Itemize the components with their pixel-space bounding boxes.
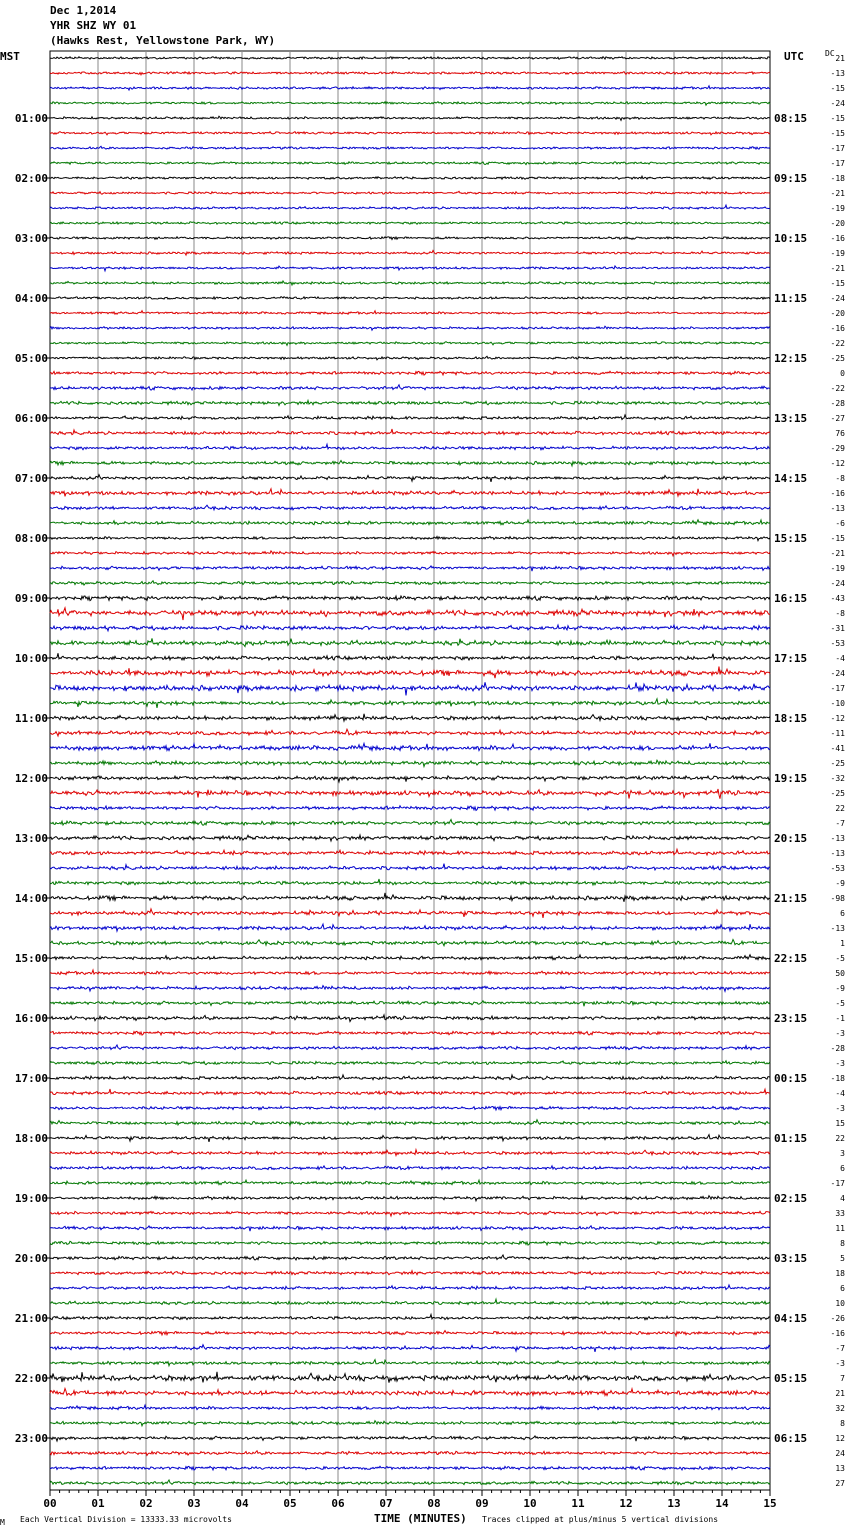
seismic-trace [50, 326, 770, 330]
seismic-trace [50, 461, 770, 466]
seismic-trace [50, 475, 770, 482]
right-hour-label: 08:15 [774, 112, 808, 125]
seismic-trace [50, 835, 770, 841]
dc-offset-label: -19 [830, 249, 845, 258]
seismic-trace [50, 608, 770, 620]
x-tick-label: 11 [571, 1497, 585, 1510]
right-hour-label: 03:15 [774, 1252, 808, 1265]
x-tick-label: 14 [715, 1497, 729, 1510]
seismic-trace [50, 1241, 770, 1245]
dc-offset-label: -13 [830, 924, 845, 933]
dc-offset-label: -7 [835, 1344, 845, 1353]
left-hour-label: 15:00 [14, 952, 48, 965]
dc-offset-label: -10 [830, 699, 845, 708]
x-tick-label: 07 [379, 1497, 393, 1510]
dc-offset-label: 18 [835, 1269, 845, 1278]
seismic-trace [50, 806, 770, 811]
seismic-trace [50, 682, 770, 695]
seismic-trace [50, 776, 770, 782]
right-hour-label: 09:15 [774, 172, 808, 185]
seismic-trace [50, 1226, 770, 1231]
x-tick-label: 09 [475, 1497, 489, 1510]
right-hour-label: 21:15 [774, 892, 808, 905]
dc-offset-label: -1 [835, 1014, 845, 1023]
left-hour-label: 23:00 [14, 1432, 48, 1445]
right-hour-label: 15:15 [774, 532, 808, 545]
seismic-trace [50, 281, 770, 285]
seismic-trace [50, 356, 770, 360]
dc-offset-label: -21 [830, 549, 845, 558]
seismic-trace [50, 638, 770, 646]
dc-offset-label: 76 [835, 429, 845, 438]
x-tick-label: 10 [523, 1497, 537, 1510]
x-axis-title: TIME (MINUTES) [374, 1512, 467, 1525]
dc-offset-label: -13 [830, 504, 845, 513]
right-hour-label: 01:15 [774, 1132, 808, 1145]
dc-offset-label: -3 [835, 1029, 845, 1038]
dc-offset-header: DC [825, 49, 835, 58]
seismic-trace [50, 176, 770, 179]
dc-offset-label: -15 [830, 114, 845, 123]
dc-offset-label: -20 [830, 309, 845, 318]
dc-offset-label: 32 [835, 1404, 845, 1413]
seismic-trace [50, 1480, 770, 1485]
dc-offset-label: -8 [835, 474, 845, 483]
left-hour-label: 17:00 [14, 1072, 48, 1085]
left-hour-label: 09:00 [14, 592, 48, 605]
dc-offset-label: -13 [830, 834, 845, 843]
seismic-trace [50, 385, 770, 390]
seismic-trace [50, 1196, 770, 1201]
seismic-trace [50, 743, 770, 750]
dc-offset-label: -17 [830, 159, 845, 168]
x-tick-label: 01 [91, 1497, 105, 1510]
seismic-trace [50, 566, 770, 571]
seismic-trace [50, 371, 770, 375]
left-timezone-label: MST [0, 50, 20, 63]
seismic-trace [50, 86, 770, 90]
seismic-trace [50, 266, 770, 271]
dc-offset-label: -15 [830, 129, 845, 138]
seismic-trace [50, 581, 770, 585]
dc-offset-label: -19 [830, 564, 845, 573]
dc-offset-label: -18 [830, 1074, 845, 1083]
header-station: YHR SHZ WY 01 [50, 19, 137, 32]
dc-offset-label: 12 [835, 1434, 845, 1443]
dc-offset-label: -25 [830, 759, 845, 768]
dc-offset-label: 27 [835, 1479, 845, 1488]
right-hour-label: 20:15 [774, 832, 808, 845]
corner-mark: M [0, 1518, 5, 1527]
dc-offset-label: 11 [835, 1224, 845, 1233]
scale-note: Each Vertical Division = 13333.33 microvolts [20, 1515, 232, 1524]
seismic-trace [50, 699, 770, 708]
dc-offset-label: -15 [830, 534, 845, 543]
dc-offset-label: 21 [835, 1389, 845, 1398]
seismic-trace [50, 879, 770, 885]
seismic-trace [50, 551, 770, 556]
seismic-trace [50, 1436, 770, 1441]
dc-offset-label: -11 [830, 729, 845, 738]
right-hour-label: 14:15 [774, 472, 808, 485]
right-hour-label: 16:15 [774, 592, 808, 605]
dc-offset-label: -17 [830, 684, 845, 693]
seismic-trace [50, 1180, 770, 1185]
seismic-trace [50, 444, 770, 450]
dc-offset-label: -16 [830, 489, 845, 498]
seismic-trace [50, 237, 770, 240]
header-location: (Hawks Rest, Yellowstone Park, WY) [50, 34, 276, 47]
clip-note: Traces clipped at plus/minus 5 vertical divisions [482, 1515, 719, 1524]
left-hour-label: 07:00 [14, 472, 48, 485]
seismic-trace [50, 849, 770, 855]
dc-offset-label: -15 [830, 84, 845, 93]
dc-offset-label: -18 [830, 174, 845, 183]
dc-offset-label: -21 [830, 189, 845, 198]
dc-offset-label: -9 [835, 984, 845, 993]
seismic-trace [50, 714, 770, 721]
seismic-trace [50, 1150, 770, 1156]
seismic-trace [50, 311, 770, 315]
left-hour-label: 11:00 [14, 712, 48, 725]
seismic-trace [50, 970, 770, 975]
seismic-trace [50, 520, 770, 525]
right-hour-label: 13:15 [774, 412, 808, 425]
left-hour-label: 14:00 [14, 892, 48, 905]
x-tick-label: 00 [43, 1497, 57, 1510]
seismic-trace [50, 489, 770, 497]
dc-offset-label: -4 [835, 1089, 845, 1098]
x-tick-label: 05 [283, 1497, 297, 1510]
dc-offset-label: -43 [830, 594, 845, 603]
dc-offset-label: -22 [830, 384, 845, 393]
seismic-trace [50, 1389, 770, 1396]
right-hour-label: 18:15 [774, 712, 808, 725]
dc-offset-label: 33 [835, 1209, 845, 1218]
dc-offset-label: -21 [830, 264, 845, 273]
dc-offset-label: -16 [830, 324, 845, 333]
seismic-trace [50, 251, 770, 256]
left-hour-label: 10:00 [14, 652, 48, 665]
seismic-trace [50, 820, 770, 826]
seismic-trace [50, 415, 770, 420]
dc-offset-label: -12 [830, 459, 845, 468]
x-tick-label: 13 [667, 1497, 681, 1510]
dc-offset-label: 15 [835, 1119, 845, 1128]
seismic-trace [50, 1001, 770, 1006]
left-hour-label: 04:00 [14, 292, 48, 305]
left-hour-label: 06:00 [14, 412, 48, 425]
dc-offset-label: -17 [830, 144, 845, 153]
dc-offset-label: -28 [830, 399, 845, 408]
right-hour-label: 00:15 [774, 1072, 808, 1085]
dc-offset-label: -5 [835, 999, 845, 1008]
x-tick-label: 15 [763, 1497, 777, 1510]
dc-offset-label: 6 [840, 1164, 845, 1173]
dc-offset-label: -98 [830, 894, 845, 903]
seismic-trace [50, 955, 770, 960]
right-hour-label: 10:15 [774, 232, 808, 245]
dc-offset-label: -3 [835, 1104, 845, 1113]
dc-offset-label: -6 [835, 519, 845, 528]
seismic-trace [50, 1106, 770, 1110]
dc-offset-label: -5 [835, 954, 845, 963]
seismic-trace [50, 1045, 770, 1050]
seismic-trace [50, 102, 770, 106]
seismic-trace [50, 1089, 770, 1095]
seismic-trace [50, 1421, 770, 1426]
dc-offset-label: -26 [830, 1314, 845, 1323]
seismic-trace [50, 1285, 770, 1290]
seismic-trace [50, 1135, 770, 1142]
left-hour-label: 01:00 [14, 112, 48, 125]
left-hour-label: 19:00 [14, 1192, 48, 1205]
seismic-trace [50, 667, 770, 679]
right-hour-label: 04:15 [774, 1312, 808, 1325]
dc-offset-label: 6 [840, 1284, 845, 1293]
dc-offset-label: 1 [840, 939, 845, 948]
header-date: Dec 1,2014 [50, 4, 117, 17]
dc-offset-label: 4 [840, 1194, 845, 1203]
left-hour-label: 16:00 [14, 1012, 48, 1025]
dc-offset-label: -24 [830, 99, 845, 108]
dc-offset-label: -24 [830, 669, 845, 678]
dc-offset-label: -16 [830, 1329, 845, 1338]
dc-offset-label: -19 [830, 204, 845, 213]
dc-offset-label: 7 [840, 1374, 845, 1383]
right-hour-label: 05:15 [774, 1372, 808, 1385]
dc-offset-label: -3 [835, 1359, 845, 1368]
seismic-trace [50, 1120, 770, 1126]
seismic-trace [50, 342, 770, 346]
dc-offset-label: 13 [835, 1464, 845, 1473]
dc-offset-label: -25 [830, 354, 845, 363]
left-hour-label: 20:00 [14, 1252, 48, 1265]
seismic-trace [50, 1466, 770, 1470]
dc-offset-label: -7 [835, 819, 845, 828]
dc-offset-label: 6 [840, 909, 845, 918]
x-tick-label: 06 [331, 1497, 345, 1510]
seismic-trace [50, 1271, 770, 1275]
seismic-trace [50, 1360, 770, 1366]
dc-offset-label: -31 [830, 624, 845, 633]
dc-offset-label: -29 [830, 444, 845, 453]
seismic-trace [50, 1372, 770, 1383]
dc-offset-label: -16 [830, 234, 845, 243]
dc-offset-label: -25 [830, 789, 845, 798]
x-tick-label: 03 [187, 1497, 201, 1510]
dc-offset-label: -24 [830, 294, 845, 303]
seismic-trace [50, 297, 770, 300]
right-hour-label: 02:15 [774, 1192, 808, 1205]
seismic-trace [50, 1061, 770, 1065]
seismic-trace [50, 162, 770, 165]
dc-offset-label: -13 [830, 69, 845, 78]
seismic-trace [50, 1075, 770, 1080]
seismic-trace [50, 537, 770, 541]
right-hour-label: 17:15 [774, 652, 808, 665]
dc-offset-label: 22 [835, 804, 845, 813]
dc-offset-label: 22 [835, 1134, 845, 1143]
dc-offset-label: -8 [835, 609, 845, 618]
dc-offset-label: -27 [830, 414, 845, 423]
seismic-trace [50, 1166, 770, 1170]
dc-offset-label: 10 [835, 1299, 845, 1308]
seismic-trace [50, 429, 770, 435]
left-hour-label: 02:00 [14, 172, 48, 185]
dc-offset-label: -28 [830, 1044, 845, 1053]
left-hour-label: 21:00 [14, 1312, 48, 1325]
right-hour-label: 22:15 [774, 952, 808, 965]
seismic-trace [50, 1255, 770, 1260]
dc-offset-label: -17 [830, 1179, 845, 1188]
seismic-trace [50, 1015, 770, 1022]
left-hour-label: 12:00 [14, 772, 48, 785]
dc-offset-label: -53 [830, 864, 845, 873]
seismic-trace [50, 205, 770, 209]
x-tick-label: 12 [619, 1497, 633, 1510]
seismic-trace [50, 505, 770, 510]
seismic-trace [50, 940, 770, 946]
dc-offset-label: 3 [840, 1149, 845, 1158]
seismic-trace [50, 893, 770, 902]
dc-offset-label: 50 [835, 969, 845, 978]
seismic-trace [50, 401, 770, 406]
x-tick-label: 02 [139, 1497, 153, 1510]
dc-offset-label: -15 [830, 279, 845, 288]
seismic-trace [50, 924, 770, 931]
right-hour-label: 06:15 [774, 1432, 808, 1445]
seismic-trace [50, 1315, 770, 1320]
dc-offset-label: 5 [840, 1254, 845, 1263]
left-hour-label: 18:00 [14, 1132, 48, 1145]
left-hour-label: 03:00 [14, 232, 48, 245]
seismic-trace [50, 1405, 770, 1409]
dc-offset-label: 0 [840, 369, 845, 378]
dc-offset-label: -53 [830, 639, 845, 648]
dc-offset-label: -13 [830, 849, 845, 858]
x-tick-label: 04 [235, 1497, 249, 1510]
right-hour-label: 11:15 [774, 292, 808, 305]
dc-offset-label: 24 [835, 1449, 845, 1458]
seismic-trace [50, 789, 770, 799]
dc-offset-label: -20 [830, 219, 845, 228]
seismic-trace [50, 909, 770, 918]
right-timezone-label: UTC [784, 50, 804, 63]
dc-offset-label: 21 [835, 54, 845, 63]
seismic-trace [50, 72, 770, 75]
seismic-trace [50, 729, 770, 736]
left-hour-label: 05:00 [14, 352, 48, 365]
right-hour-label: 23:15 [774, 1012, 808, 1025]
dc-offset-label: 8 [840, 1239, 845, 1248]
seismic-trace [50, 986, 770, 992]
right-hour-label: 19:15 [774, 772, 808, 785]
seismic-trace [50, 1299, 770, 1304]
dc-offset-label: 8 [840, 1419, 845, 1428]
left-hour-label: 08:00 [14, 532, 48, 545]
dc-offset-label: -32 [830, 774, 845, 783]
right-hour-label: 12:15 [774, 352, 808, 365]
seismic-trace [50, 191, 770, 194]
seismic-trace [50, 1451, 770, 1456]
seismic-trace [50, 1031, 770, 1035]
dc-offset-label: -41 [830, 744, 845, 753]
dc-offset-label: -24 [830, 579, 845, 588]
dc-offset-label: -3 [835, 1059, 845, 1068]
left-hour-label: 13:00 [14, 832, 48, 845]
seismic-trace [50, 146, 770, 149]
x-tick-label: 08 [427, 1497, 441, 1510]
seismic-trace [50, 653, 770, 660]
seismic-trace [50, 1345, 770, 1352]
dc-offset-label: -12 [830, 714, 845, 723]
seismic-trace [50, 132, 770, 135]
seismic-trace [50, 864, 770, 870]
seismic-trace [50, 57, 770, 60]
left-hour-label: 22:00 [14, 1372, 48, 1385]
seismic-trace [50, 1331, 770, 1336]
seismic-trace [50, 116, 770, 120]
dc-offset-label: -4 [835, 654, 845, 663]
seismic-trace [50, 1211, 770, 1216]
seismic-trace [50, 625, 770, 631]
dc-offset-label: -22 [830, 339, 845, 348]
seismic-trace [50, 760, 770, 766]
seismic-trace [50, 222, 770, 224]
dc-offset-label: -9 [835, 879, 845, 888]
seismic-trace [50, 596, 770, 601]
